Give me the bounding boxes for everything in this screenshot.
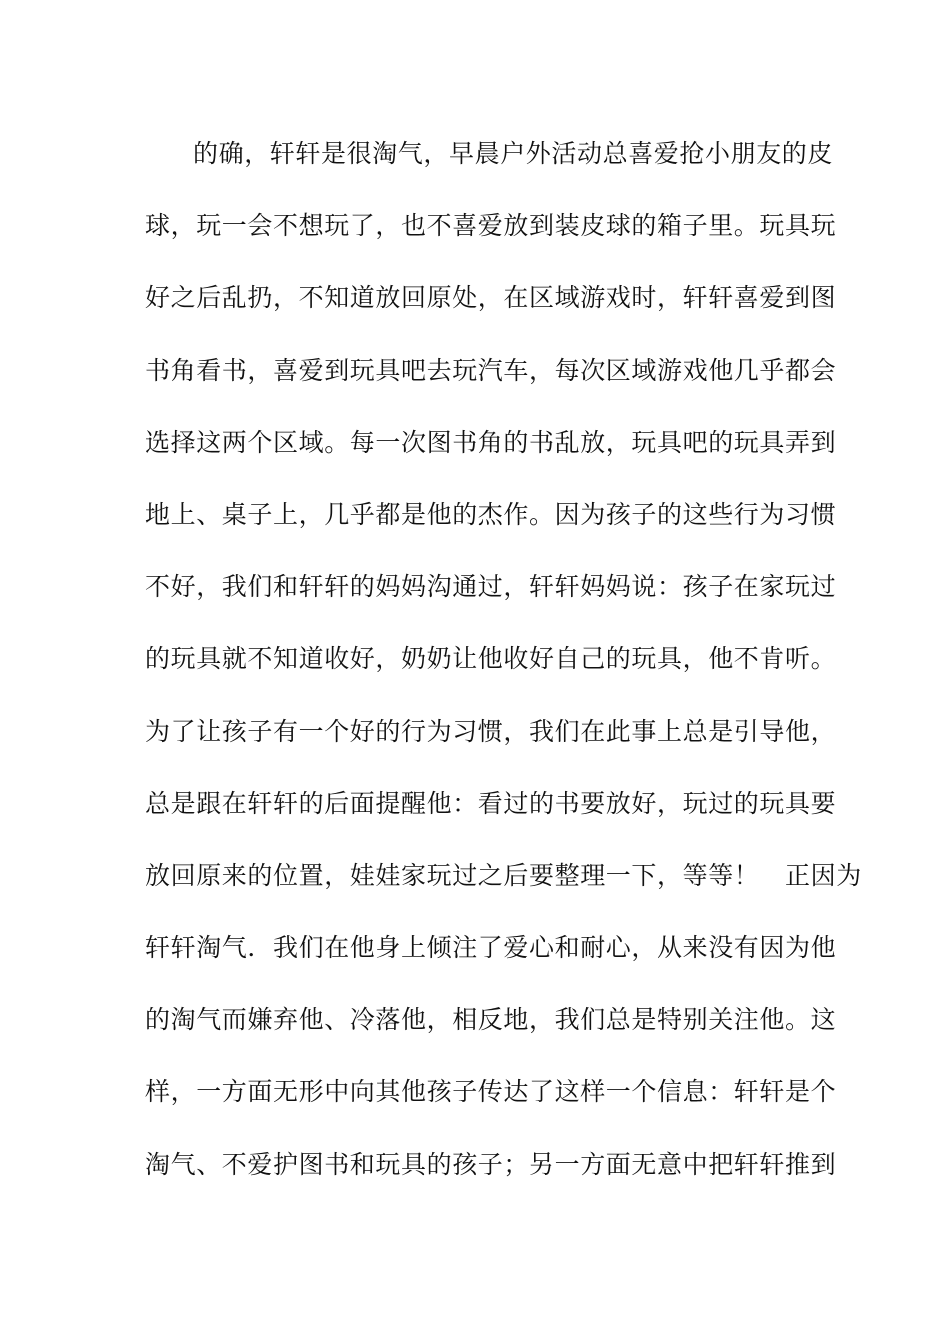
text-line: 的玩具就不知道收好，奶奶让他收好自己的玩具，他不肯听。: [145, 644, 837, 674]
text-line: 放回原来的位置，娃娃家玩过之后要整理一下，等等！ 正因为: [145, 860, 862, 890]
text-line: 的淘气而嫌弃他、冷落他，相反地，我们总是特别关注他。这: [145, 1005, 837, 1035]
text-line: 总是跟在轩轩的后面提醒他：看过的书要放好，玩过的玩具要: [145, 788, 837, 818]
text-line: 淘气、不爱护图书和玩具的孩子；另一方面无意中把轩轩推到: [145, 1149, 837, 1179]
text-line: 书角看书，喜爱到玩具吧去玩汽车，每次区域游戏他几乎都会: [145, 355, 837, 385]
text-line: 轩轩淘气．我们在他身上倾注了爱心和耐心，从来没有因为他: [145, 933, 837, 963]
text-line: 地上、桌子上，几乎都是他的杰作。因为孩子的这些行为习惯: [145, 499, 837, 529]
text-line: 的确，轩轩是很淘气，早晨户外活动总喜爱抢小朋友的皮: [193, 139, 834, 168]
text-line: 为了让孩子有一个好的行为习惯，我们在此事上总是引导他，: [145, 716, 837, 746]
text-line: 样，一方面无形中向其他孩子传达了这样一个信息：轩轩是个: [145, 1077, 837, 1107]
body-paragraph: [145, 125, 862, 1208]
text-line: 球，玩一会不想玩了，也不喜爱放到装皮球的箱子里。玩具玩: [145, 211, 837, 241]
text-line: 好之后乱扔，不知道放回原处，在区域游戏时，轩轩喜爱到图: [145, 283, 837, 313]
text-line: 不好，我们和轩轩的妈妈沟通过，轩轩妈妈说：孩子在家玩过: [145, 572, 837, 602]
text-line: 选择这两个区域。每一次图书角的书乱放，玩具吧的玩具弄到: [145, 427, 837, 457]
